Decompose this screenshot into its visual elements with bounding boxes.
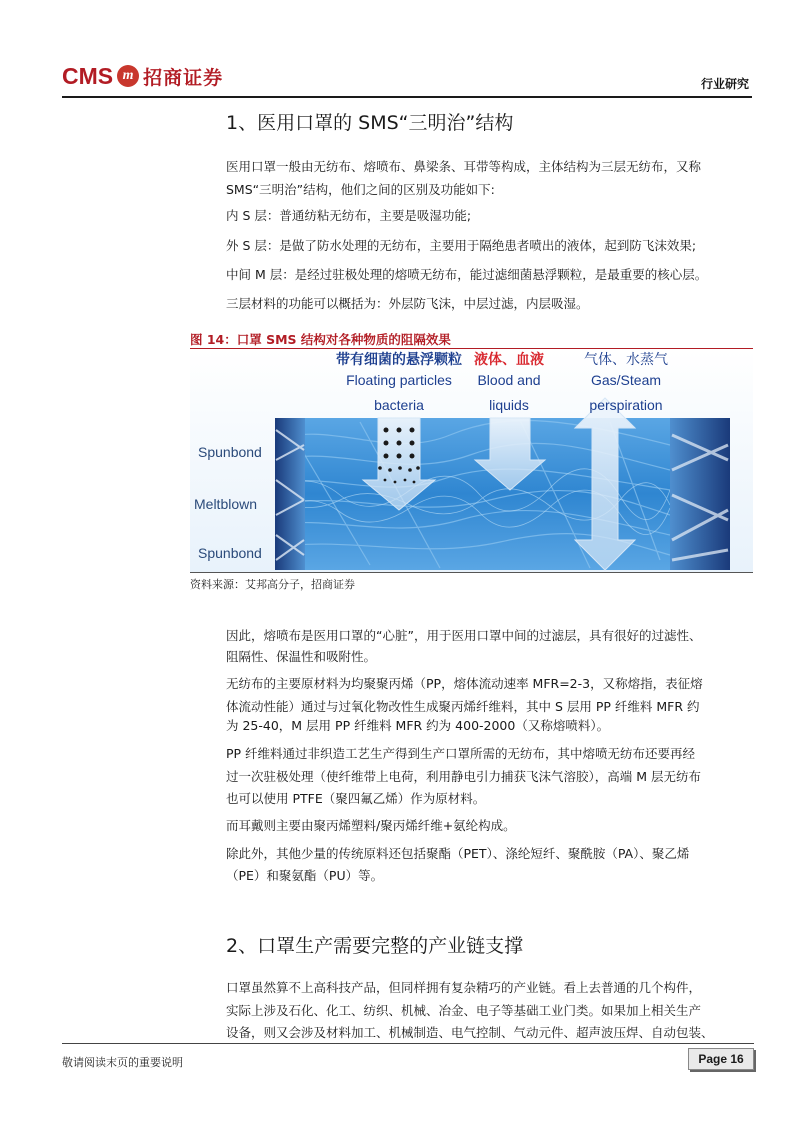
footer-notice: 敬请阅读末页的重要说明 <box>62 1056 183 1069</box>
middle-m-layer-text: 中间 M 层：是经过驻极处理的熔喷无纺布，能过滤细菌悬浮颗粒，是最重要的核心层。 <box>226 267 708 282</box>
logo-chinese-text: 招商证券 <box>143 66 224 89</box>
col1-title-cn: 带有细菌的悬浮颗粒 <box>336 352 462 368</box>
p5-line-1: 除此外，其他少量的传统原料还包括聚酯（PET）、涤纶短纤、聚酰胺（PA）、聚乙烯 <box>226 846 690 861</box>
inner-s-layer-text: 内 S 层：普通纺粘无纺布，主要是吸湿功能; <box>226 208 472 223</box>
col2-title-en1: Blood and <box>477 372 541 388</box>
col3-title-en2: perspiration <box>589 397 663 413</box>
header-divider <box>62 96 752 98</box>
col3-title-cn: 气体、水蒸气 <box>584 352 668 368</box>
layer-label-spunbond-top: Spunbond <box>198 444 262 460</box>
company-logo <box>62 60 223 92</box>
intro-line-1: 医用口罩一般由无纺布、熔喷布、鼻梁条、耳带等构成，主体结构为三层无纺布，又称 <box>226 159 702 174</box>
page-number: Page 16 <box>688 1048 754 1070</box>
figure-caption: 图 14：口罩 SMS 结构对各种物质的阻隔效果 <box>190 332 451 347</box>
figure-source: 资料来源：艾邦高分子，招商证券 <box>190 578 355 591</box>
section1-title: 1、医用口罩的 SMS“三明治”结构 <box>226 112 514 134</box>
p3-line-1: PP 纤维料通过非织造工艺生产得到生产口罩所需的无纺布，其中熔喷无纺布还要再经 <box>226 746 696 761</box>
left-fiber-image <box>275 418 305 570</box>
section2-title: 2、口罩生产需要完整的产业链支撑 <box>226 935 524 957</box>
figure-bottom-rule <box>190 572 753 573</box>
col2-title-cn: 液体、血液 <box>474 352 544 368</box>
p3-line-3: 也可以使用 PTFE（聚四氟乙烯）作为原材料。 <box>226 791 486 806</box>
col1-title-en2: bacteria <box>374 397 424 413</box>
p4: 而耳戴则主要由聚丙烯塑料/聚丙烯纤维+氨纶构成。 <box>226 818 516 833</box>
sms-structure-diagram <box>190 350 753 572</box>
p1-line-1: 因此，熔喷布是医用口罩的“心脏”，用于医用口罩中间的过滤层，具有很好的过滤性、 <box>226 628 702 643</box>
logo-emblem-icon: m <box>117 65 139 87</box>
p2-line-3: 为 25-40，M 层用 PP 纤维料 MFR 约为 400-2000（又称熔喷料）。 <box>226 718 610 733</box>
col2-title-en2: liquids <box>489 397 529 413</box>
outer-s-layer-text: 外 S 层：是做了防水处理的无纺布，主要用于隔绝患者喷出的液体，起到防飞沫效果; <box>226 238 697 253</box>
col3-title-en1: Gas/Steam <box>590 372 662 388</box>
layer-label-meltblown: Meltblown <box>194 496 258 512</box>
section-tag: 行业研究 <box>700 77 749 91</box>
col1-title-en1: Floating particles <box>346 372 452 388</box>
summary-text: 三层材料的功能可以概括为：外层防飞沫，中层过滤，内层吸湿。 <box>226 296 589 311</box>
footer-divider <box>62 1043 754 1044</box>
layer-label-spunbond-bottom: Spunbond <box>198 545 262 561</box>
p2-line-2: 体流动性能）通过与过氧化物改性生成聚丙烯纤维料，其中 S 层用 PP 纤维料 MFR 约 <box>226 699 700 714</box>
p1-line-2: 阻隔性、保温性和吸附性。 <box>226 649 377 664</box>
p2-line-1: 无纺布的主要原材料为均聚聚丙烯（PP，熔体流动速率 MFR=2-3，又称熔指，表征熔 <box>226 676 703 691</box>
logo-cms-text: CMS <box>62 62 114 89</box>
figure-top-rule <box>190 348 753 349</box>
intro-line-2: SMS“三明治”结构，他们之间的区别及功能如下: <box>226 182 495 197</box>
section2-line-3: 设备，则又会涉及材料加工、机械制造、电气控制、气动元件、超声波压焊、自动包装、 <box>226 1025 714 1040</box>
p3-line-2: 过一次驻极处理（使纤维带上电荷，利用静电引力捕获飞沫气溶胶），高端 M 层无纺布 <box>226 769 701 784</box>
section2-line-2: 实际上涉及石化、化工、纺织、机械、冶金、电子等基础工业门类。如果加上相关生产 <box>226 1003 702 1018</box>
right-fiber-image <box>670 418 730 570</box>
section2-line-1: 口罩虽然算不上高科技产品，但同样拥有复杂精巧的产业链。看上去普通的几个构件， <box>226 980 702 995</box>
p5-line-2: （PE）和聚氨酯（PU）等。 <box>226 868 384 883</box>
